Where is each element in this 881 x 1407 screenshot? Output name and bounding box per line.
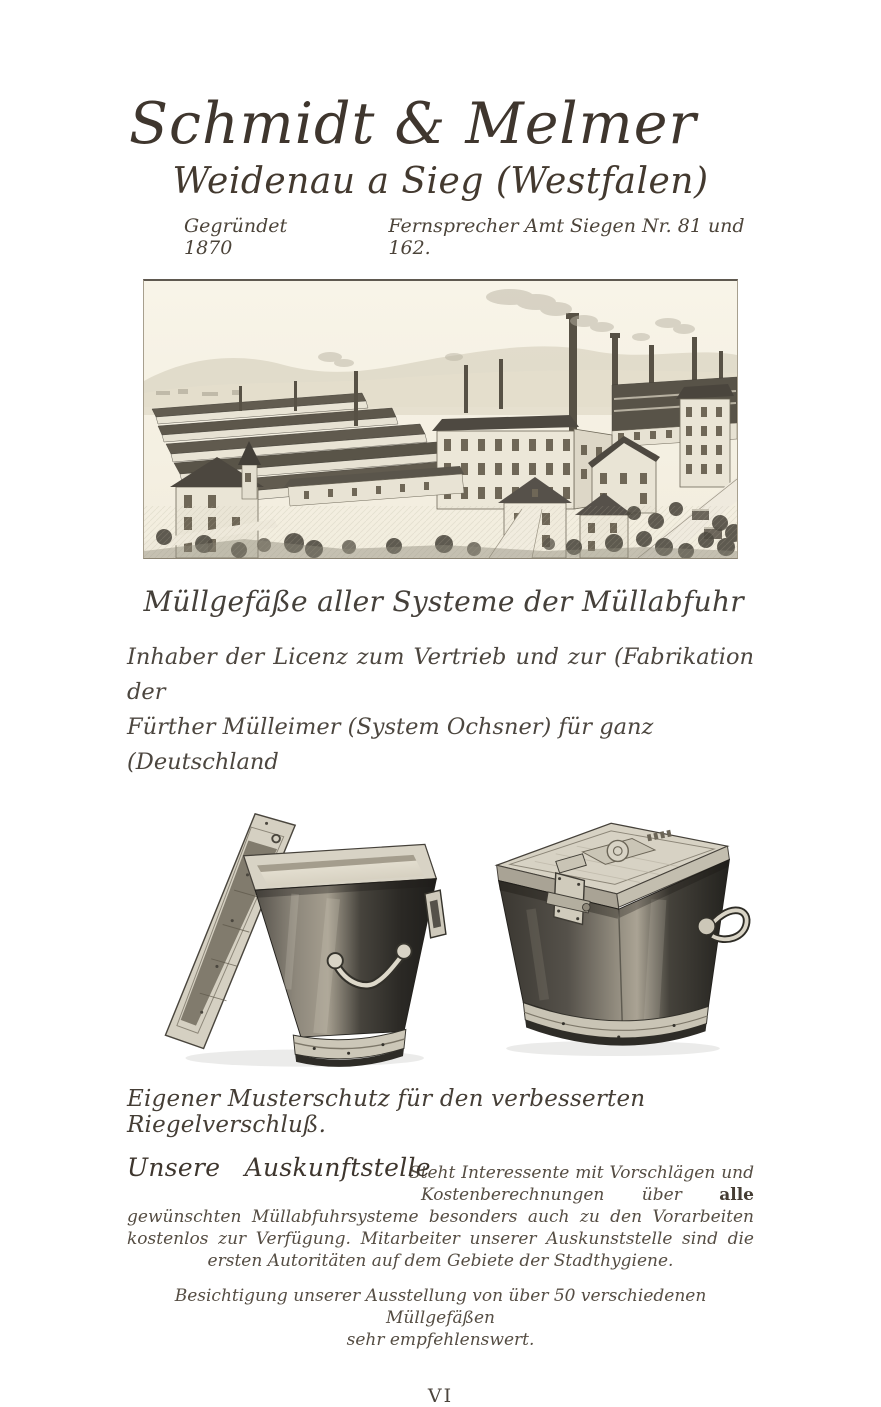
- exhibition-note: [127, 1285, 754, 1351]
- open-bin-illustration: [133, 792, 448, 1077]
- info-text-after: gewünschten Müllabfuhrsysteme besonders auch zu den Vorarbeiten kostenlos zur Verfügung. Mitarbeiter unserer Auskunststelle sind die ersten Autoritäten auf dem Gebiete der Stadthygiene.: [127, 1207, 754, 1272]
- info-text-before: Steht Interessente mit Vorschlägen und Kostenberechnungen über: [409, 1163, 754, 1206]
- page-title: Schmidt & Melmer: [129, 91, 697, 157]
- exhibition-note-line-2: sehr empfehlenswert.: [346, 1330, 535, 1351]
- founded-text: Gegründet 1870: [184, 215, 288, 260]
- bin-illustrations-row: [127, 792, 754, 1080]
- page-number: VI: [427, 1385, 454, 1407]
- heading-spacer: [127, 1184, 421, 1206]
- info-office-heading: Unsere Auskunftstelle: [127, 1153, 431, 1183]
- closed-bin-illustration: [468, 798, 754, 1068]
- factory-panorama-drawing: [144, 281, 737, 558]
- license-line-1: Inhaber der Licenz zum Vertrieb und zur (Fabrikation der: [127, 644, 754, 706]
- info-office-block: [127, 1153, 754, 1272]
- license-paragraph: [127, 640, 754, 780]
- advertisement-page: [127, 0, 754, 1407]
- telephone-text: Fernsprecher Amt Siegen Nr. 81 und 162.: [388, 215, 745, 260]
- license-line-2: Fürther Mülleimer (System Ochsner) für ganz (Deutschland: [127, 714, 654, 776]
- exhibition-note-line-1: Besichtigung unserer Ausstellung von über 50 verschiedenen Müllgefäßen: [174, 1286, 707, 1329]
- page-footer: [127, 1385, 754, 1407]
- factory-illustration: [143, 279, 738, 559]
- page-subtitle: Weidenau a Sieg (Westfalen): [172, 161, 709, 202]
- info-text-emphasis: alle: [719, 1185, 754, 1206]
- company-facts-row: [127, 215, 754, 259]
- pattern-protection-caption: Eigener Musterschutz für den verbesserten Riegelverschluß.: [127, 1086, 646, 1139]
- section-headline: Müllgefäße aller Systeme der Müllabfuhr: [143, 585, 744, 619]
